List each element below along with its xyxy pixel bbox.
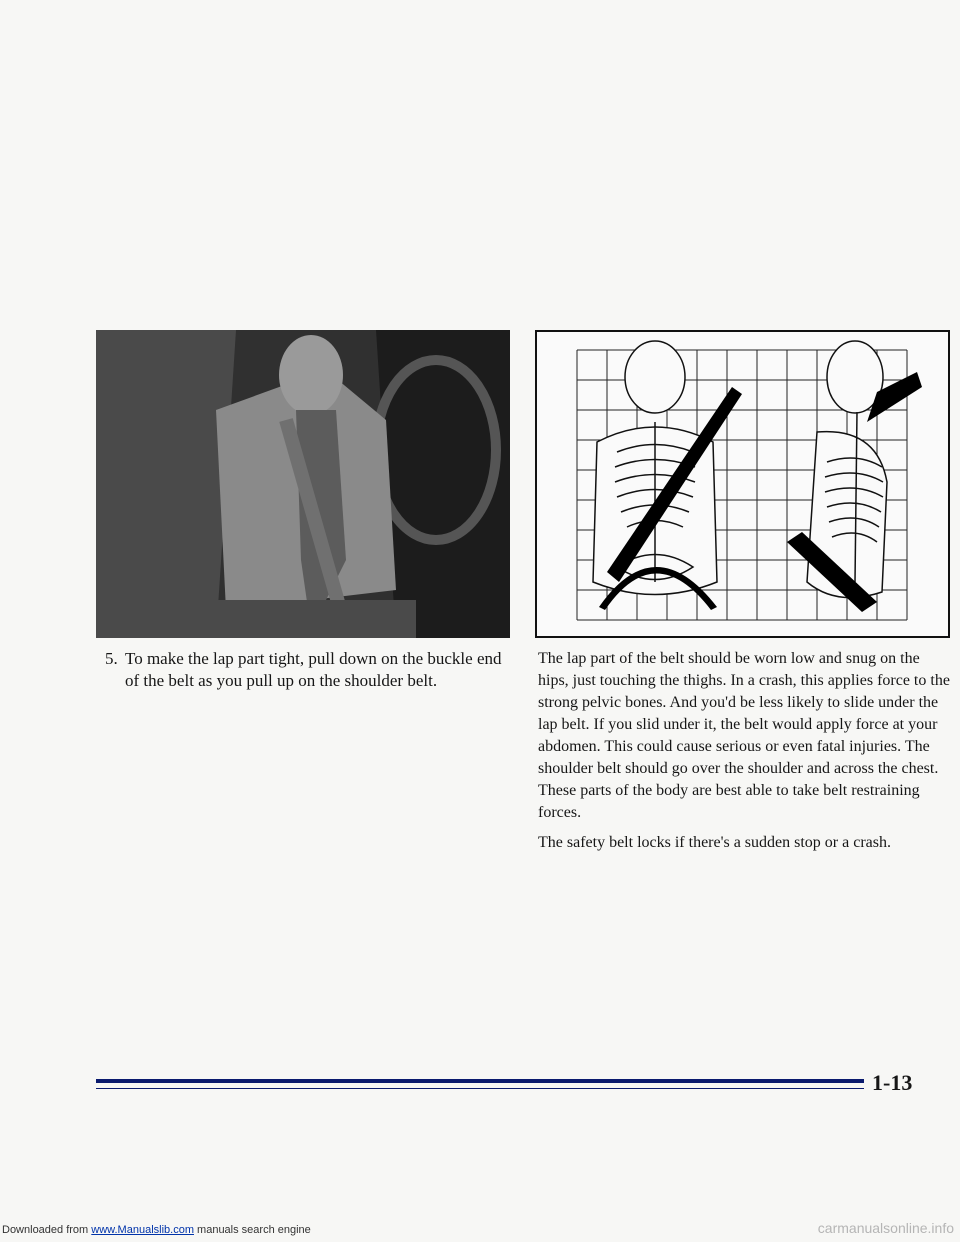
step-number: 5. xyxy=(105,649,118,668)
download-footer xyxy=(2,1224,311,1236)
seatbelt-photo xyxy=(96,330,510,638)
instruction-step xyxy=(105,648,505,692)
footer-suffix: manuals search engine xyxy=(193,1224,311,1236)
page-number: 1-13 xyxy=(872,1070,913,1095)
paragraph-belt-locks: The safety belt locks if there's a sudden stop or a crash. xyxy=(538,834,891,851)
body-text xyxy=(538,648,950,862)
belt-position-diagram xyxy=(535,330,950,638)
footer-rule-thin xyxy=(96,1088,864,1089)
manualslib-link[interactable]: www.Manualslib.com xyxy=(91,1224,194,1236)
site-watermark: carmanualsonline.info xyxy=(817,1220,954,1236)
paragraph-lap-belt: The lap part of the belt should be worn low and snug on the hips, just touching the thighs. In a crash, this applies force to the strong pelvic bones. And you'd be less likely to slide under the lap belt. If you slid under it, the belt would apply force at your abdomen. This could cause serious or even fatal injuries. The shoulder belt should go over the shoulder and across the chest. These parts of the body are best able to take belt restraining forces. xyxy=(538,650,950,821)
footer-prefix: Downloaded from xyxy=(2,1224,92,1236)
footer-rule-thick xyxy=(96,1079,864,1083)
step-text: To make the lap part tight, pull down on the buckle end of the belt as you pull up on the shoulder belt. xyxy=(125,649,502,690)
